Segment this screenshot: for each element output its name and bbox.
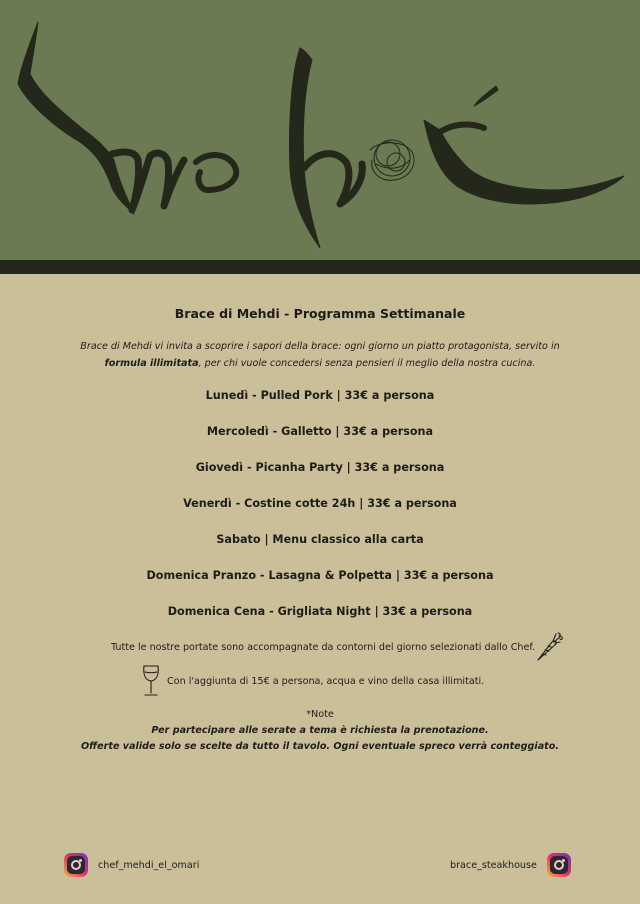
social-right[interactable]: [450, 850, 571, 880]
menu-day-saturday: Sabato | Menu classico alla carta: [216, 533, 424, 546]
menu-day-sunday-dinner: Domenica Cena - Grigliata Night | 33€ a persona: [167, 605, 473, 618]
instagram-icon[interactable]: [547, 853, 571, 877]
note-reservation: Per partecipare alle serate a tema è richiesta la prenotazione.: [151, 725, 489, 736]
instagram-handle-steakhouse[interactable]: brace_steakhouse: [450, 859, 537, 871]
menu-day-friday: Venerdì - Costine cotte 24h | 33€ a persona: [183, 497, 457, 510]
menu-day-monday: Lunedì - Pulled Pork | 33€ a persona: [205, 389, 435, 402]
instagram-icon[interactable]: [64, 853, 88, 877]
intro-text-part2: , per chi vuole concedersi senza pensieri il meglio della nostra cucina.: [198, 358, 536, 369]
social-left[interactable]: [64, 850, 199, 880]
menu-day-thursday: Giovedì - Picanha Party | 33€ a persona: [195, 461, 445, 474]
header-divider-band: [0, 260, 640, 274]
intro-text-part1: Brace di Mehdi vi invita a scoprire i sapori della brace: ogni giorno un piatto protagonista, servito in: [80, 341, 560, 352]
note-heading: *Note: [306, 709, 334, 720]
drinks-note: Con l'aggiunta di 15€ a persona, acqua e vino della casa illimitati.: [167, 676, 485, 687]
sides-note: Tutte le nostre portate sono accompagnate da contorni del giorno selezionati dallo Chef.: [111, 642, 536, 653]
menu-intro: [80, 338, 560, 372]
menu-day-wednesday: Mercoledì - Galletto | 33€ a persona: [206, 425, 434, 438]
note-offers: Offerte valide solo se scelte da tutto il tavolo. Ogni eventuale spreco verrà conteggiato.: [80, 741, 559, 752]
menu-day-sunday-lunch: Domenica Pranzo - Lasagna & Polpetta | 33€ a persona: [146, 569, 494, 582]
wine-glass-icon: [140, 664, 162, 698]
intro-bold-text: formula illimitata: [104, 358, 199, 369]
mehdi-calligraphy-logo: [0, 0, 640, 260]
header-banner: [0, 0, 640, 260]
carrot-icon: [532, 630, 564, 662]
menu-title: Brace di Mehdi - Programma Settimanale: [174, 306, 466, 321]
instagram-handle-chef[interactable]: chef_mehdi_el_omari: [98, 859, 200, 871]
